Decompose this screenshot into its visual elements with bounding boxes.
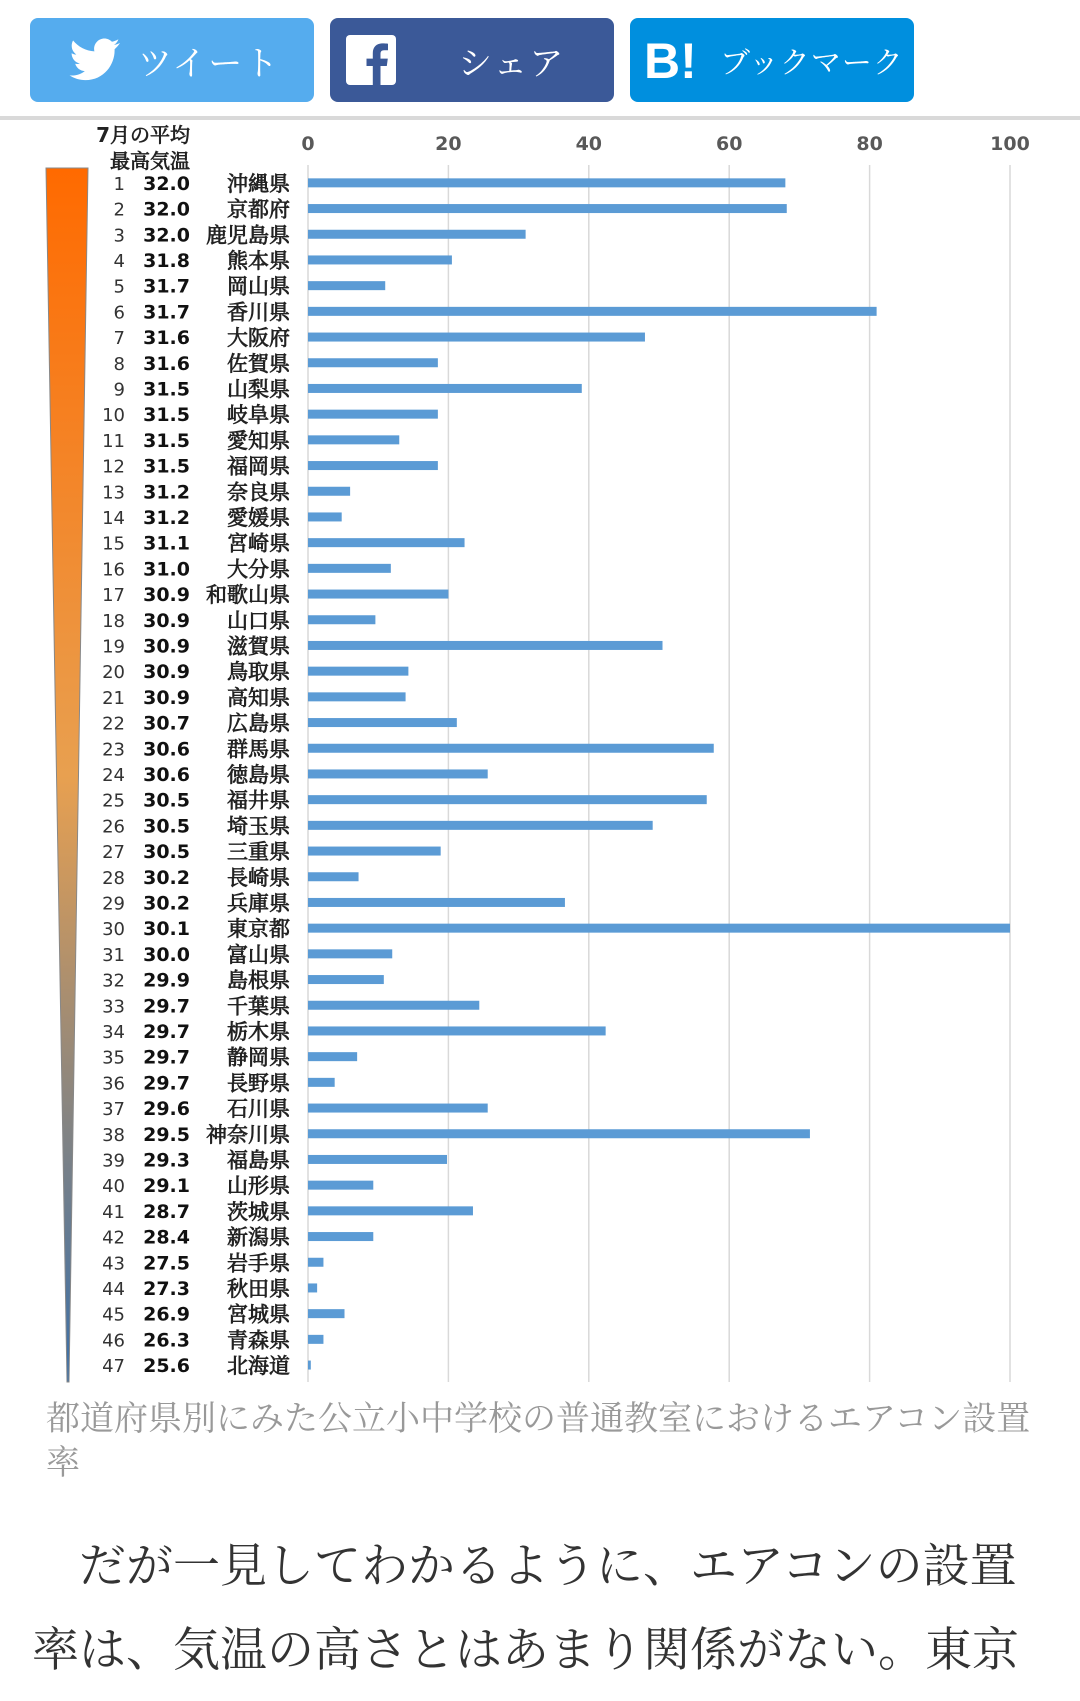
temperature-label: 29.7 <box>143 1072 190 1095</box>
temperature-label: 31.7 <box>143 275 190 298</box>
prefecture-label: 熊本県 <box>227 248 290 273</box>
prefecture-label: 香川県 <box>227 300 290 325</box>
rank-label: 33 <box>102 996 125 1018</box>
chart-row <box>102 814 653 838</box>
prefecture-label: 島根県 <box>227 968 290 993</box>
hatena-b-icon: B! <box>644 33 697 89</box>
temperature-label: 27.3 <box>143 1277 190 1300</box>
temperature-label: 30.9 <box>143 686 190 709</box>
rank-label: 18 <box>102 610 125 632</box>
rank-label: 4 <box>113 250 125 272</box>
temperature-label: 28.4 <box>143 1226 190 1249</box>
rank-label: 36 <box>102 1073 125 1095</box>
rank-label: 21 <box>102 687 125 709</box>
prefecture-label: 宮崎県 <box>227 531 290 556</box>
temperature-label: 28.7 <box>143 1200 190 1223</box>
facebook-f-icon <box>346 35 396 85</box>
rank-label: 14 <box>102 507 125 529</box>
bar <box>308 461 438 470</box>
temperature-label: 25.6 <box>143 1355 190 1378</box>
x-tick-label: 0 <box>301 133 315 155</box>
prefecture-label: 福井県 <box>227 788 290 813</box>
rank-label: 24 <box>102 764 125 786</box>
prefecture-label: 佐賀県 <box>227 351 290 376</box>
bar <box>308 821 653 830</box>
prefecture-label: 茨城県 <box>227 1199 290 1224</box>
bar <box>308 1078 335 1087</box>
chart-row <box>102 1148 447 1172</box>
chart-row <box>102 609 375 633</box>
chart-row <box>114 223 526 247</box>
rank-label: 47 <box>102 1356 125 1378</box>
bar <box>308 1129 810 1138</box>
temperature-label: 30.9 <box>143 635 190 658</box>
rank-label: 7 <box>113 328 125 350</box>
rank-label: 19 <box>102 636 125 658</box>
chart-row <box>102 1328 323 1352</box>
temperature-label: 26.9 <box>143 1303 190 1326</box>
chart-row <box>102 1226 373 1250</box>
rank-label: 38 <box>102 1124 125 1146</box>
temperature-label: 29.5 <box>143 1123 190 1146</box>
bar <box>308 975 384 984</box>
chart-row <box>102 557 391 581</box>
temperature-label: 30.6 <box>143 738 190 761</box>
rank-label: 43 <box>102 1253 125 1275</box>
bar <box>308 384 582 393</box>
chart-row <box>102 1071 335 1095</box>
bar <box>308 1335 323 1344</box>
rank-label: 30 <box>102 919 125 941</box>
tweet-label: ツイート <box>138 43 281 84</box>
chart-row <box>114 352 438 376</box>
prefecture-label: 秋田県 <box>227 1276 290 1301</box>
temperature-label: 29.9 <box>143 969 190 992</box>
temperature-label: 31.7 <box>143 301 190 324</box>
prefecture-label: 広島県 <box>227 711 290 736</box>
bar <box>308 795 707 804</box>
chart-row <box>114 377 582 401</box>
rank-label: 41 <box>102 1201 125 1223</box>
prefecture-label: 和歌山県 <box>206 583 290 608</box>
chart-row <box>102 1123 810 1147</box>
chart-row <box>102 1046 357 1070</box>
bar <box>308 1361 311 1370</box>
prefecture-label: 沖縄県 <box>227 171 290 196</box>
prefecture-label: 東京都 <box>227 917 290 942</box>
chart-row <box>102 1097 488 1121</box>
temperature-label: 30.7 <box>143 712 190 735</box>
rank-label: 22 <box>102 713 125 735</box>
prefecture-label: 鳥取県 <box>227 660 290 685</box>
temperature-label: 30.5 <box>143 815 190 838</box>
chart-row <box>102 891 565 915</box>
bar <box>308 718 457 727</box>
prefecture-label: 群馬県 <box>227 737 290 762</box>
prefecture-label: 山梨県 <box>227 377 290 402</box>
bar <box>308 924 1010 933</box>
rank-label: 17 <box>102 585 125 607</box>
temperature-label: 32.0 <box>143 198 190 221</box>
bar <box>308 1001 479 1010</box>
temperature-label: 29.7 <box>143 995 190 1018</box>
chart-row <box>102 712 457 736</box>
bar <box>308 949 392 958</box>
temperature-label: 31.0 <box>143 558 190 581</box>
prefecture-label: 京都府 <box>227 197 290 222</box>
chart-row <box>102 789 707 813</box>
rank-label: 9 <box>113 379 125 401</box>
bar <box>308 564 391 573</box>
temperature-label: 30.2 <box>143 892 190 915</box>
rank-label: 20 <box>102 662 125 684</box>
prefecture-label: 石川県 <box>227 1097 290 1122</box>
prefecture-label: 新潟県 <box>227 1225 290 1250</box>
chart-row <box>114 198 787 222</box>
x-tick-label: 20 <box>435 133 462 155</box>
bar <box>308 1052 357 1061</box>
bar <box>308 1309 345 1318</box>
temperature-gradient-wedge <box>46 168 88 1382</box>
chart-row <box>102 840 441 864</box>
temperature-label: 31.8 <box>143 249 190 272</box>
rank-label: 12 <box>102 456 125 478</box>
bookmark-label: ブックマーク <box>720 46 904 81</box>
temperature-label: 31.5 <box>143 429 190 452</box>
bar <box>308 512 342 521</box>
rank-label: 39 <box>102 1150 125 1172</box>
prefecture-label: 富山県 <box>227 942 290 967</box>
temperature-label: 32.0 <box>143 172 190 195</box>
rank-label: 31 <box>102 944 125 966</box>
bar <box>308 744 714 753</box>
bar <box>308 333 645 342</box>
chart-row <box>102 917 1010 941</box>
share-label: シェア <box>458 43 566 84</box>
chart-row <box>102 455 438 479</box>
prefecture-label: 神奈川県 <box>206 1122 290 1147</box>
x-tick-label: 40 <box>575 133 603 155</box>
bar <box>308 281 385 290</box>
rank-label: 37 <box>102 1099 125 1121</box>
prefecture-label: 三重県 <box>227 840 290 865</box>
temperature-label: 31.2 <box>143 481 190 504</box>
temperature-label: 30.9 <box>143 609 190 632</box>
prefecture-label: 宮城県 <box>227 1302 290 1327</box>
chart-row <box>102 866 358 890</box>
prefecture-label: 青森県 <box>227 1328 290 1353</box>
chart-row <box>102 1174 373 1198</box>
article-body-text: だが一見してわかるように、エアコンの設置率は、気温の高さとはあまり関係がない。東京 <box>32 1539 1019 1678</box>
temperature-label: 31.6 <box>143 327 190 350</box>
temperature-label: 30.2 <box>143 866 190 889</box>
chart-row <box>102 763 488 787</box>
rank-label: 29 <box>102 893 125 915</box>
chart-row <box>102 506 342 530</box>
bar <box>308 538 465 547</box>
temperature-label: 30.9 <box>143 661 190 684</box>
bar <box>308 1258 323 1267</box>
prefecture-label: 千葉県 <box>227 994 290 1019</box>
chart-row <box>114 172 786 196</box>
chart-row <box>102 429 399 453</box>
bar <box>308 1232 373 1241</box>
prefecture-label: 大阪府 <box>227 326 290 351</box>
x-tick-label: 80 <box>856 133 883 155</box>
prefecture-label: 岐阜県 <box>227 403 290 428</box>
temperature-label: 31.5 <box>143 378 190 401</box>
rank-label: 16 <box>102 559 125 581</box>
bar <box>308 898 565 907</box>
bar <box>308 769 488 778</box>
facebook-share-button[interactable] <box>330 18 614 102</box>
chart-header-line2: 最高気温 <box>110 149 190 173</box>
prefecture-label: 福島県 <box>227 1148 290 1173</box>
rank-label: 11 <box>102 430 125 452</box>
temperature-label: 29.7 <box>143 1020 190 1043</box>
temperature-label: 30.6 <box>143 763 190 786</box>
bar <box>308 615 375 624</box>
prefecture-label: 静岡県 <box>227 1045 290 1070</box>
bar <box>308 307 877 316</box>
chart-row <box>102 1354 311 1378</box>
rank-label: 10 <box>102 405 125 427</box>
prefecture-label: 鹿児島県 <box>206 223 290 248</box>
temperature-label: 30.0 <box>143 943 190 966</box>
prefecture-label: 徳島県 <box>227 762 290 787</box>
chart-row <box>102 660 408 684</box>
rank-label: 46 <box>102 1330 125 1352</box>
temperature-label: 30.5 <box>143 789 190 812</box>
hatena-bookmark-button[interactable] <box>630 18 914 102</box>
rank-label: 28 <box>102 867 125 889</box>
chart-header-line1: 7月の平均 <box>96 123 190 147</box>
bar <box>308 255 452 264</box>
prefecture-label: 長崎県 <box>227 865 290 890</box>
bar <box>308 692 406 701</box>
bar <box>308 358 438 367</box>
rank-label: 25 <box>102 790 125 812</box>
rank-label: 3 <box>113 225 125 247</box>
twitter-bird-icon <box>68 37 122 83</box>
prefecture-label: 長野県 <box>227 1071 290 1096</box>
temperature-label: 29.3 <box>143 1149 190 1172</box>
temperature-label: 32.0 <box>143 224 190 247</box>
chart-row <box>102 686 405 710</box>
rank-label: 42 <box>102 1227 125 1249</box>
bar <box>308 178 785 187</box>
chart-row <box>102 1277 317 1301</box>
x-tick-label: 100 <box>990 133 1030 155</box>
rank-label: 35 <box>102 1047 125 1069</box>
bar <box>308 641 663 650</box>
bar <box>308 410 438 419</box>
share-bar <box>0 0 1080 120</box>
bar <box>308 872 359 881</box>
chart-caption: 都道府県別にみた公立小中学校の普通教室におけるエアコン設置率 <box>46 1399 1031 1483</box>
rank-label: 13 <box>102 482 125 504</box>
prefecture-aircon-bar-chart <box>0 120 1080 1390</box>
rank-label: 5 <box>113 276 125 298</box>
rank-label: 8 <box>113 353 125 375</box>
chart-row <box>114 275 386 299</box>
chart-row <box>102 532 464 556</box>
prefecture-label: 山形県 <box>227 1174 290 1199</box>
chart-row <box>102 634 662 658</box>
chart-row <box>102 1251 323 1275</box>
temperature-label: 30.5 <box>143 841 190 864</box>
bar <box>308 590 448 599</box>
temperature-label: 26.3 <box>143 1329 190 1352</box>
chart-row <box>102 1020 606 1044</box>
prefecture-label: 岡山県 <box>227 274 290 299</box>
rank-label: 26 <box>102 816 125 838</box>
prefecture-label: 奈良県 <box>227 480 290 505</box>
bar <box>308 1206 473 1215</box>
temperature-label: 31.6 <box>143 352 190 375</box>
chart-row <box>102 583 448 607</box>
prefecture-label: 愛知県 <box>227 428 290 453</box>
bar <box>308 1181 373 1190</box>
bar <box>308 435 399 444</box>
temperature-label: 31.2 <box>143 506 190 529</box>
temperature-label: 29.6 <box>143 1098 190 1121</box>
prefecture-label: 大分県 <box>227 557 290 582</box>
bar <box>308 1104 488 1113</box>
prefecture-label: 埼玉県 <box>227 814 290 839</box>
rank-label: 32 <box>102 970 125 992</box>
temperature-label: 27.5 <box>143 1252 190 1275</box>
chart-row <box>114 249 452 273</box>
rank-label: 44 <box>102 1278 125 1300</box>
rank-label: 2 <box>113 199 125 221</box>
bar <box>308 1283 317 1292</box>
bar <box>308 1155 447 1164</box>
temperature-label: 31.5 <box>143 404 190 427</box>
chart-row <box>114 326 645 350</box>
rank-label: 15 <box>102 533 125 555</box>
temperature-label: 30.9 <box>143 584 190 607</box>
rank-label: 34 <box>102 1021 125 1043</box>
chart-row <box>102 943 392 967</box>
temperature-label: 29.1 <box>143 1175 190 1198</box>
bar <box>308 230 526 239</box>
rank-label: 1 <box>113 173 125 195</box>
chart-row <box>102 969 384 993</box>
chart-row <box>102 1200 473 1224</box>
chart-row <box>102 994 479 1018</box>
prefecture-label: 福岡県 <box>227 454 290 479</box>
prefecture-label: 高知県 <box>227 685 290 710</box>
temperature-label: 29.7 <box>143 1046 190 1069</box>
prefecture-label: 兵庫県 <box>227 891 290 916</box>
rank-label: 40 <box>102 1176 125 1198</box>
bar <box>308 847 441 856</box>
chart-row <box>102 480 350 504</box>
prefecture-label: 北海道 <box>227 1354 290 1379</box>
prefecture-label: 岩手県 <box>227 1251 290 1276</box>
temperature-label: 31.1 <box>143 532 190 555</box>
rank-label: 27 <box>102 842 125 864</box>
chart-row <box>102 737 714 761</box>
x-tick-label: 60 <box>715 133 743 155</box>
rank-label: 45 <box>102 1304 125 1326</box>
bar <box>308 667 408 676</box>
prefecture-label: 栃木県 <box>227 1019 290 1044</box>
prefecture-label: 愛媛県 <box>227 505 290 530</box>
bar <box>308 204 787 213</box>
prefecture-label: 滋賀県 <box>227 634 290 659</box>
chart-row <box>102 403 438 427</box>
rank-label: 23 <box>102 739 125 761</box>
chart-row <box>114 300 877 324</box>
bar <box>308 487 350 496</box>
temperature-label: 31.5 <box>143 455 190 478</box>
rank-label: 6 <box>113 302 125 324</box>
temperature-label: 30.1 <box>143 918 190 941</box>
bar <box>308 1026 606 1035</box>
prefecture-label: 山口県 <box>227 608 290 633</box>
tweet-button[interactable] <box>30 18 314 102</box>
